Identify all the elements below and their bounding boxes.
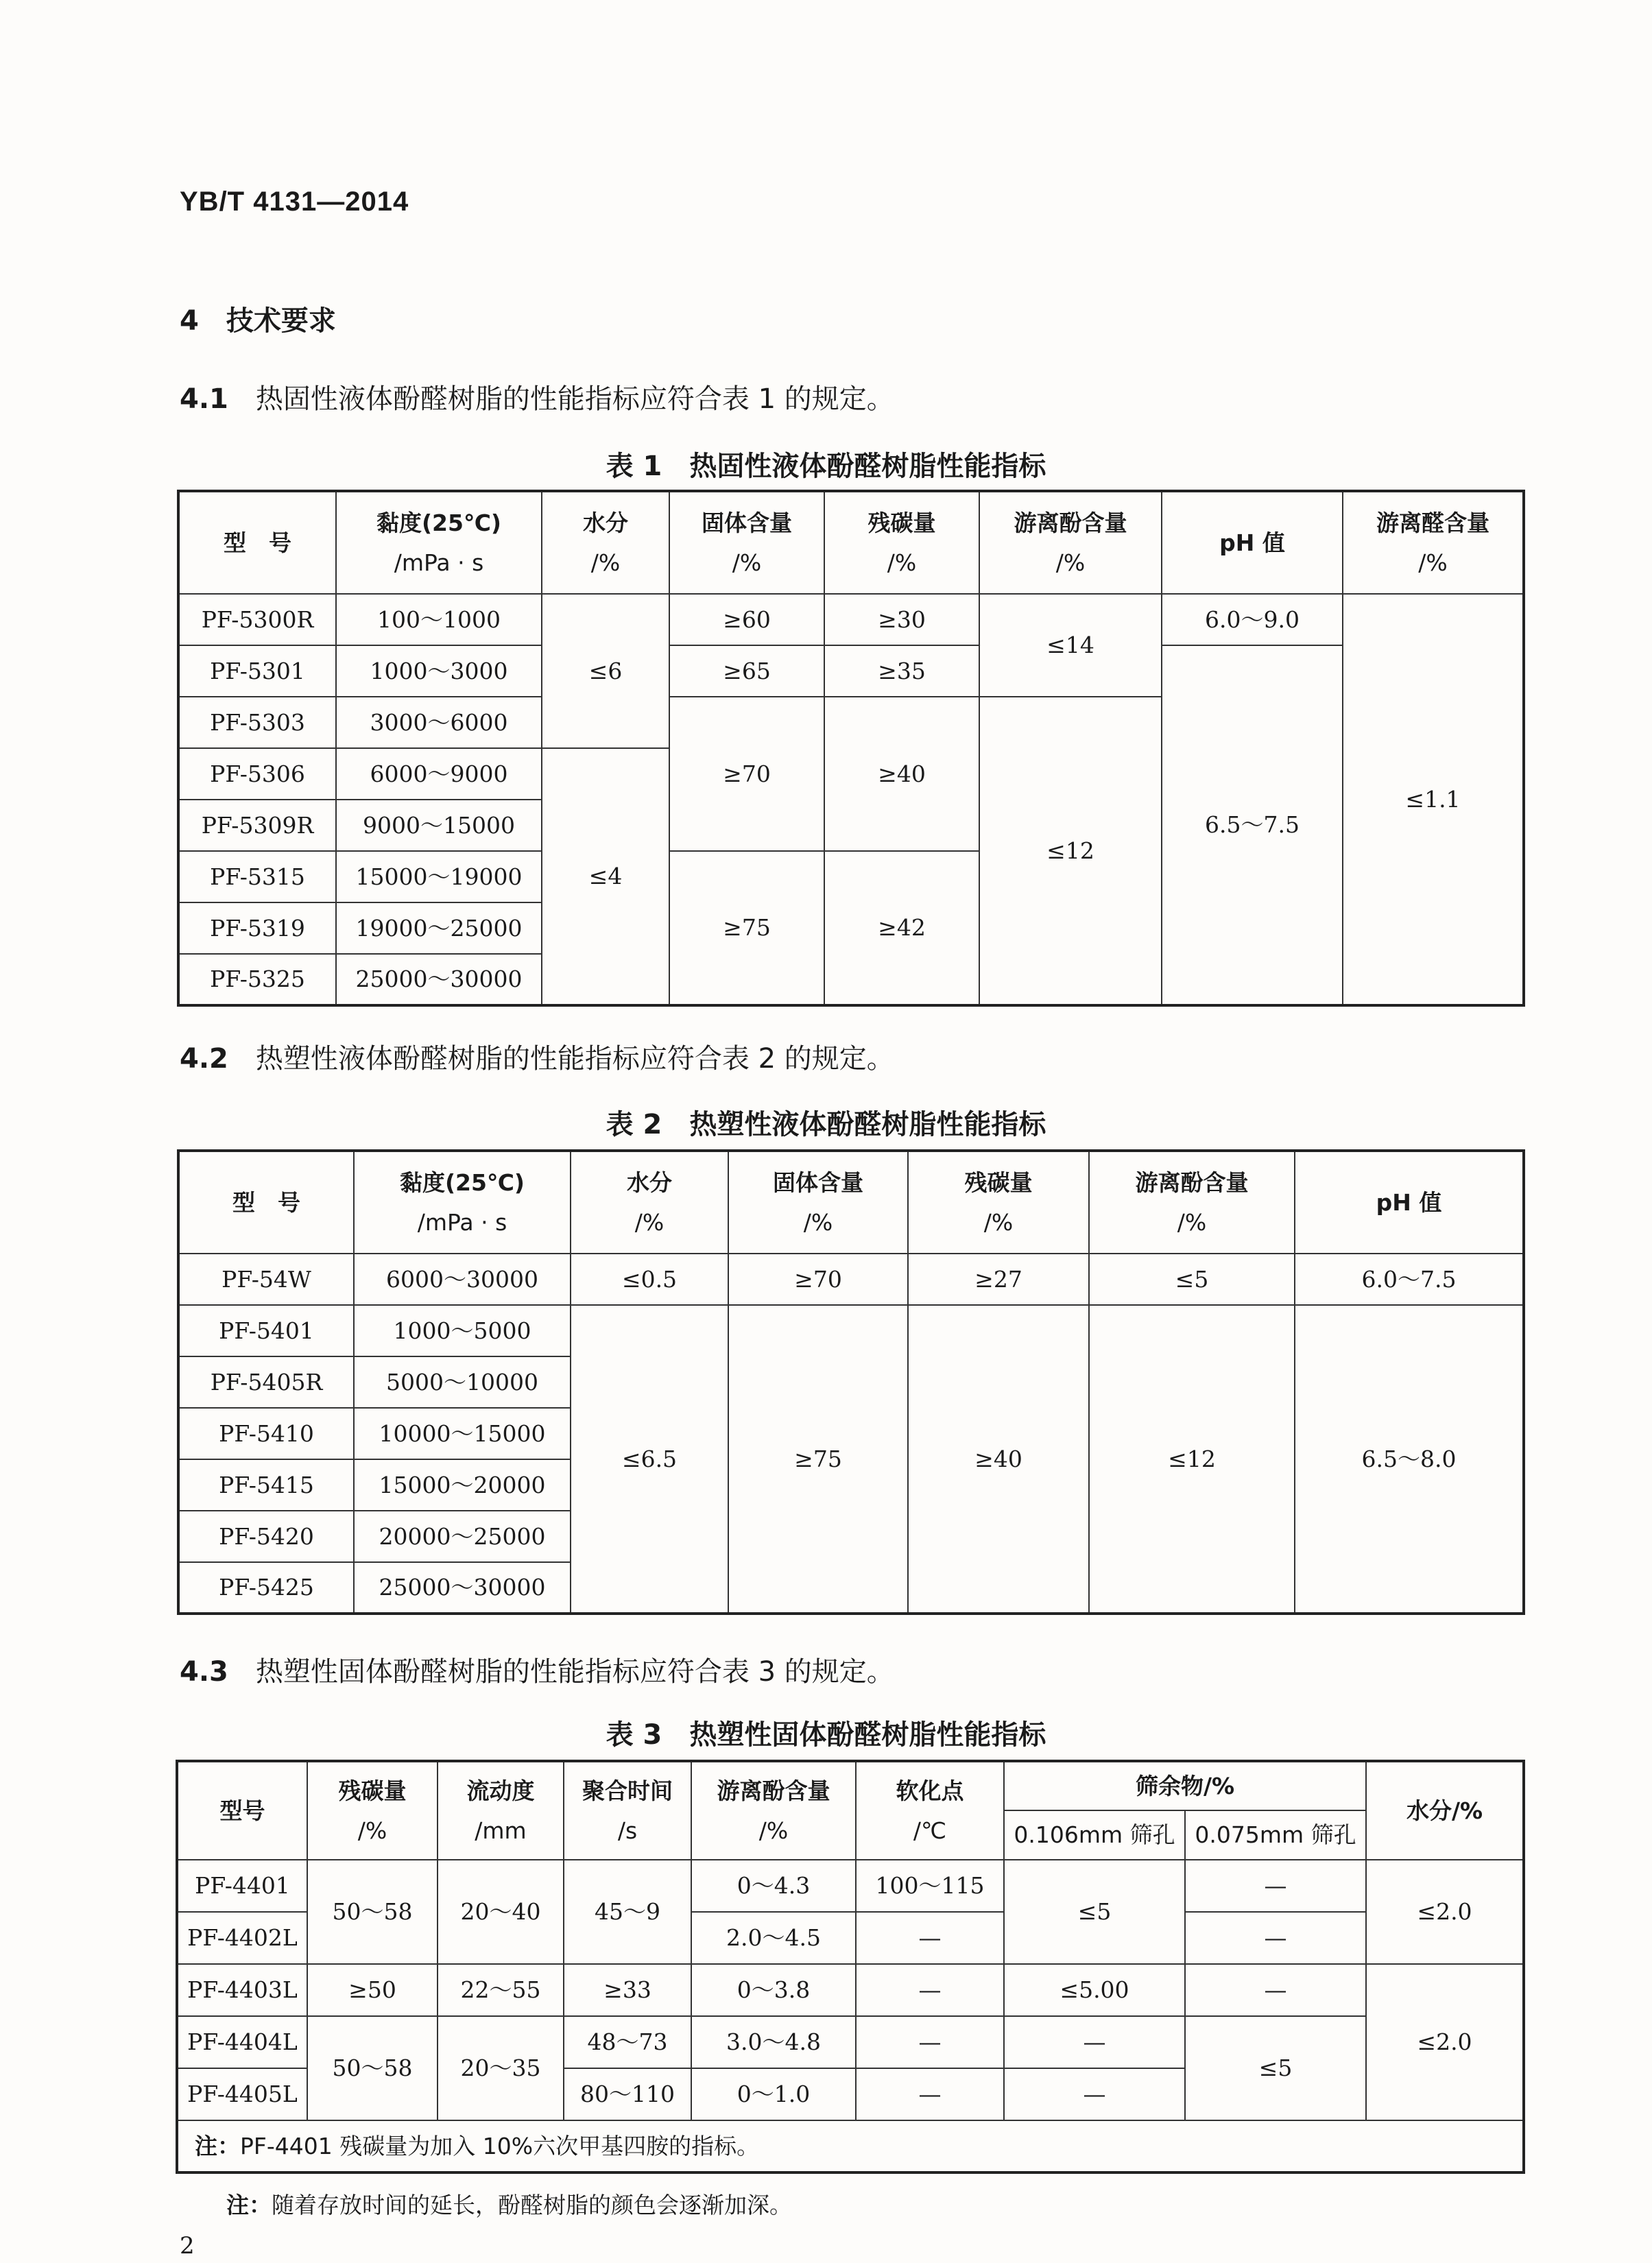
water-cell: ≤6.5 <box>571 1305 728 1614</box>
viscosity-cell: 19000～25000 <box>336 902 542 954</box>
carbon-cell: ≥27 <box>908 1254 1089 1305</box>
viscosity-cell: 100～1000 <box>336 594 542 645</box>
t2-header-ph: pH 值 <box>1295 1151 1524 1254</box>
model-cell: PF-54W <box>178 1254 354 1305</box>
flow-cell: 20～40 <box>438 1860 564 1964</box>
sieve2-cell: — <box>1185 1860 1366 1912</box>
aldehyde-cell: ≤1.1 <box>1343 594 1524 1005</box>
model-cell: PF-5425 <box>178 1562 354 1614</box>
table-row <box>178 1254 1524 1305</box>
carbon-cell: ≥35 <box>824 645 979 697</box>
phenol-cell: ≤5 <box>1089 1254 1295 1305</box>
model-cell: PF-4402L <box>177 1912 307 1964</box>
clause-text: 热塑性固体酚醛树脂的性能指标应符合表 3 的规定。 <box>255 1656 894 1688</box>
carbon-cell: 50～58 <box>307 1860 438 1964</box>
viscosity-cell: 15000～20000 <box>354 1459 571 1511</box>
phenol-cell: 3.0～4.8 <box>691 2016 856 2068</box>
solid-cell: ≥65 <box>669 645 824 697</box>
carbon-cell: ≥42 <box>824 851 979 1005</box>
t1-header-model: 型 号 <box>178 491 336 594</box>
gel-cell: 45～9 <box>564 1860 691 1964</box>
t3-header-flow: 流动度 /mm <box>438 1761 564 1860</box>
water-cell: ≤2.0 <box>1366 1964 1524 2120</box>
t3-header-gel: 聚合时间 /s <box>564 1761 691 1860</box>
solid-cell: ≥75 <box>669 851 824 1005</box>
model-cell: PF-5306 <box>178 748 336 800</box>
table-row <box>177 1964 1524 2016</box>
sieve1-cell: — <box>1004 2016 1185 2068</box>
water-cell: ≤4 <box>542 748 669 1005</box>
solid-cell: ≥75 <box>728 1305 908 1614</box>
t3-header-sieve: 筛余物/% <box>1004 1761 1366 1810</box>
carbon-cell: ≥50 <box>307 1964 438 2016</box>
phenol-cell: ≤12 <box>1089 1305 1295 1614</box>
water-cell: ≤2.0 <box>1366 1860 1524 1964</box>
t1-header-phenol: 游离酚含量 /% <box>979 491 1162 594</box>
model-cell: PF-5315 <box>178 851 336 902</box>
viscosity-cell: 1000～5000 <box>354 1305 571 1356</box>
table-row <box>177 2016 1524 2068</box>
section-title: 4 技术要求 <box>180 305 336 337</box>
model-cell: PF-5410 <box>178 1408 354 1459</box>
table-note-row <box>177 2120 1524 2172</box>
viscosity-cell: 1000～3000 <box>336 645 542 697</box>
viscosity-cell: 6000～9000 <box>336 748 542 800</box>
t2-header-water: 水分 /% <box>571 1151 728 1254</box>
soft-cell: — <box>856 2068 1004 2120</box>
clause-number: 4.1 <box>180 383 228 415</box>
carbon-cell: 50～58 <box>307 2016 438 2120</box>
gel-cell: 48～73 <box>564 2016 691 2068</box>
soft-cell: — <box>856 2016 1004 2068</box>
t1-header-ph: pH 值 <box>1162 491 1343 594</box>
viscosity-cell: 25000～30000 <box>354 1562 571 1614</box>
viscosity-cell: 25000～30000 <box>336 954 542 1005</box>
t3-header-model: 型号 <box>177 1761 307 1860</box>
model-cell: PF-5319 <box>178 902 336 954</box>
phenol-cell: ≤12 <box>979 697 1162 1005</box>
note-text: PF-4401 残碳量为加入 10%六次甲基四胺的指标。 <box>240 2132 760 2159</box>
table2 <box>177 1149 1525 1615</box>
t2-header-solid: 固体含量 /% <box>728 1151 908 1254</box>
model-cell: PF-5405R <box>178 1356 354 1408</box>
phenol-cell: 0～3.8 <box>691 1964 856 2016</box>
clause-text: 热塑性液体酚醛树脂的性能指标应符合表 2 的规定。 <box>255 1043 894 1075</box>
viscosity-cell: 20000～25000 <box>354 1511 571 1562</box>
t3-header-soft: 软化点 /℃ <box>856 1761 1004 1860</box>
ph-cell: 6.0～7.5 <box>1295 1254 1524 1305</box>
sieve2-cell: — <box>1185 1912 1366 1964</box>
t1-header-carbon: 残碳量 /% <box>824 491 979 594</box>
page-number: 2 <box>180 2232 195 2260</box>
phenol-cell: ≤14 <box>979 594 1162 697</box>
carbon-cell: ≥30 <box>824 594 979 645</box>
solid-cell: ≥60 <box>669 594 824 645</box>
sieve1-cell: ≤5 <box>1004 1860 1185 1964</box>
t2-header-carbon: 残碳量 /% <box>908 1151 1089 1254</box>
table-row <box>177 1860 1524 1912</box>
t3-header-sieve2: 0.075mm 筛孔 <box>1185 1810 1366 1860</box>
model-cell: PF-4404L <box>177 2016 307 2068</box>
clause-4-2 <box>180 1037 894 1076</box>
viscosity-cell: 15000～19000 <box>336 851 542 902</box>
viscosity-cell: 9000～15000 <box>336 800 542 851</box>
model-cell: PF-5309R <box>178 800 336 851</box>
phenol-cell: 0～1.0 <box>691 2068 856 2120</box>
viscosity-cell: 6000～30000 <box>354 1254 571 1305</box>
note-label: 注： <box>195 2132 240 2159</box>
model-cell: PF-5420 <box>178 1511 354 1562</box>
t3-header-phenol: 游离酚含量 /% <box>691 1761 856 1860</box>
gel-cell: 80～110 <box>564 2068 691 2120</box>
t2-header-model: 型 号 <box>178 1151 354 1254</box>
t1-header-aldehyde: 游离醛含量 /% <box>1343 491 1524 594</box>
t1-header-solid: 固体含量 /% <box>669 491 824 594</box>
table1-title: 表 1 热固性液体酚醛树脂性能指标 <box>606 451 1046 482</box>
viscosity-cell: 10000～15000 <box>354 1408 571 1459</box>
ph-cell: 6.0～9.0 <box>1162 594 1343 645</box>
model-cell: PF-5303 <box>178 697 336 748</box>
t2-header-viscosity: 黏度(25℃) /mPa · s <box>354 1151 571 1254</box>
clause-text: 热固性液体酚醛树脂的性能指标应符合表 1 的规定。 <box>255 383 894 415</box>
viscosity-cell: 5000～10000 <box>354 1356 571 1408</box>
clause-number: 4.2 <box>180 1043 228 1075</box>
standard-code: YB/T 4131—2014 <box>180 187 409 217</box>
sieve1-cell: ≤5.00 <box>1004 1964 1185 2016</box>
footnote-text: 随着存放时间的延长，酚醛树脂的颜色会逐渐加深。 <box>272 2192 792 2218</box>
gel-cell: ≥33 <box>564 1964 691 2016</box>
clause-4-3 <box>180 1650 894 1689</box>
sieve2-cell: ≤5 <box>1185 2016 1366 2120</box>
solid-cell: ≥70 <box>669 697 824 851</box>
water-cell: ≤0.5 <box>571 1254 728 1305</box>
flow-cell: 20～35 <box>438 2016 564 2120</box>
soft-cell: — <box>856 1912 1004 1964</box>
clause-number: 4.3 <box>180 1656 228 1688</box>
table1 <box>177 490 1525 1007</box>
t2-header-phenol: 游离酚含量 /% <box>1089 1151 1295 1254</box>
model-cell: PF-4401 <box>177 1860 307 1912</box>
model-cell: PF-5415 <box>178 1459 354 1511</box>
ph-cell: 6.5～7.5 <box>1162 645 1343 1005</box>
flow-cell: 22～55 <box>438 1964 564 2016</box>
table-row <box>178 594 1524 645</box>
phenol-cell: 2.0～4.5 <box>691 1912 856 1964</box>
table3 <box>176 1760 1525 2174</box>
t3-header-sieve1: 0.106mm 筛孔 <box>1004 1810 1185 1860</box>
carbon-cell: ≥40 <box>908 1305 1089 1614</box>
viscosity-cell: 3000～6000 <box>336 697 542 748</box>
ph-cell: 6.5～8.0 <box>1295 1305 1524 1614</box>
model-cell: PF-5401 <box>178 1305 354 1356</box>
sieve2-cell: — <box>1185 1964 1366 2016</box>
model-cell: PF-4405L <box>177 2068 307 2120</box>
table-row <box>178 1305 1524 1356</box>
soft-cell: — <box>856 1964 1004 2016</box>
clause-4-1 <box>180 377 894 416</box>
sieve1-cell: — <box>1004 2068 1185 2120</box>
water-cell: ≤6 <box>542 594 669 748</box>
table2-title: 表 2 热塑性液体酚醛树脂性能指标 <box>606 1109 1046 1140</box>
footnote-label: 注： <box>226 2192 272 2218</box>
t1-header-water: 水分 /% <box>542 491 669 594</box>
table-row <box>178 645 1524 697</box>
t3-header-carbon: 残碳量 /% <box>307 1761 438 1860</box>
soft-cell: 100～115 <box>856 1860 1004 1912</box>
model-cell: PF-5325 <box>178 954 336 1005</box>
t3-header-water: 水分/% <box>1366 1761 1524 1860</box>
table3-title: 表 3 热塑性固体酚醛树脂性能指标 <box>606 1719 1046 1751</box>
t1-header-viscosity: 黏度(25℃) /mPa · s <box>336 491 542 594</box>
footnote <box>226 2188 792 2220</box>
carbon-cell: ≥40 <box>824 697 979 851</box>
solid-cell: ≥70 <box>728 1254 908 1305</box>
model-cell: PF-5300R <box>178 594 336 645</box>
model-cell: PF-4403L <box>177 1964 307 2016</box>
table-note <box>177 2120 1524 2172</box>
model-cell: PF-5301 <box>178 645 336 697</box>
phenol-cell: 0～4.3 <box>691 1860 856 1912</box>
